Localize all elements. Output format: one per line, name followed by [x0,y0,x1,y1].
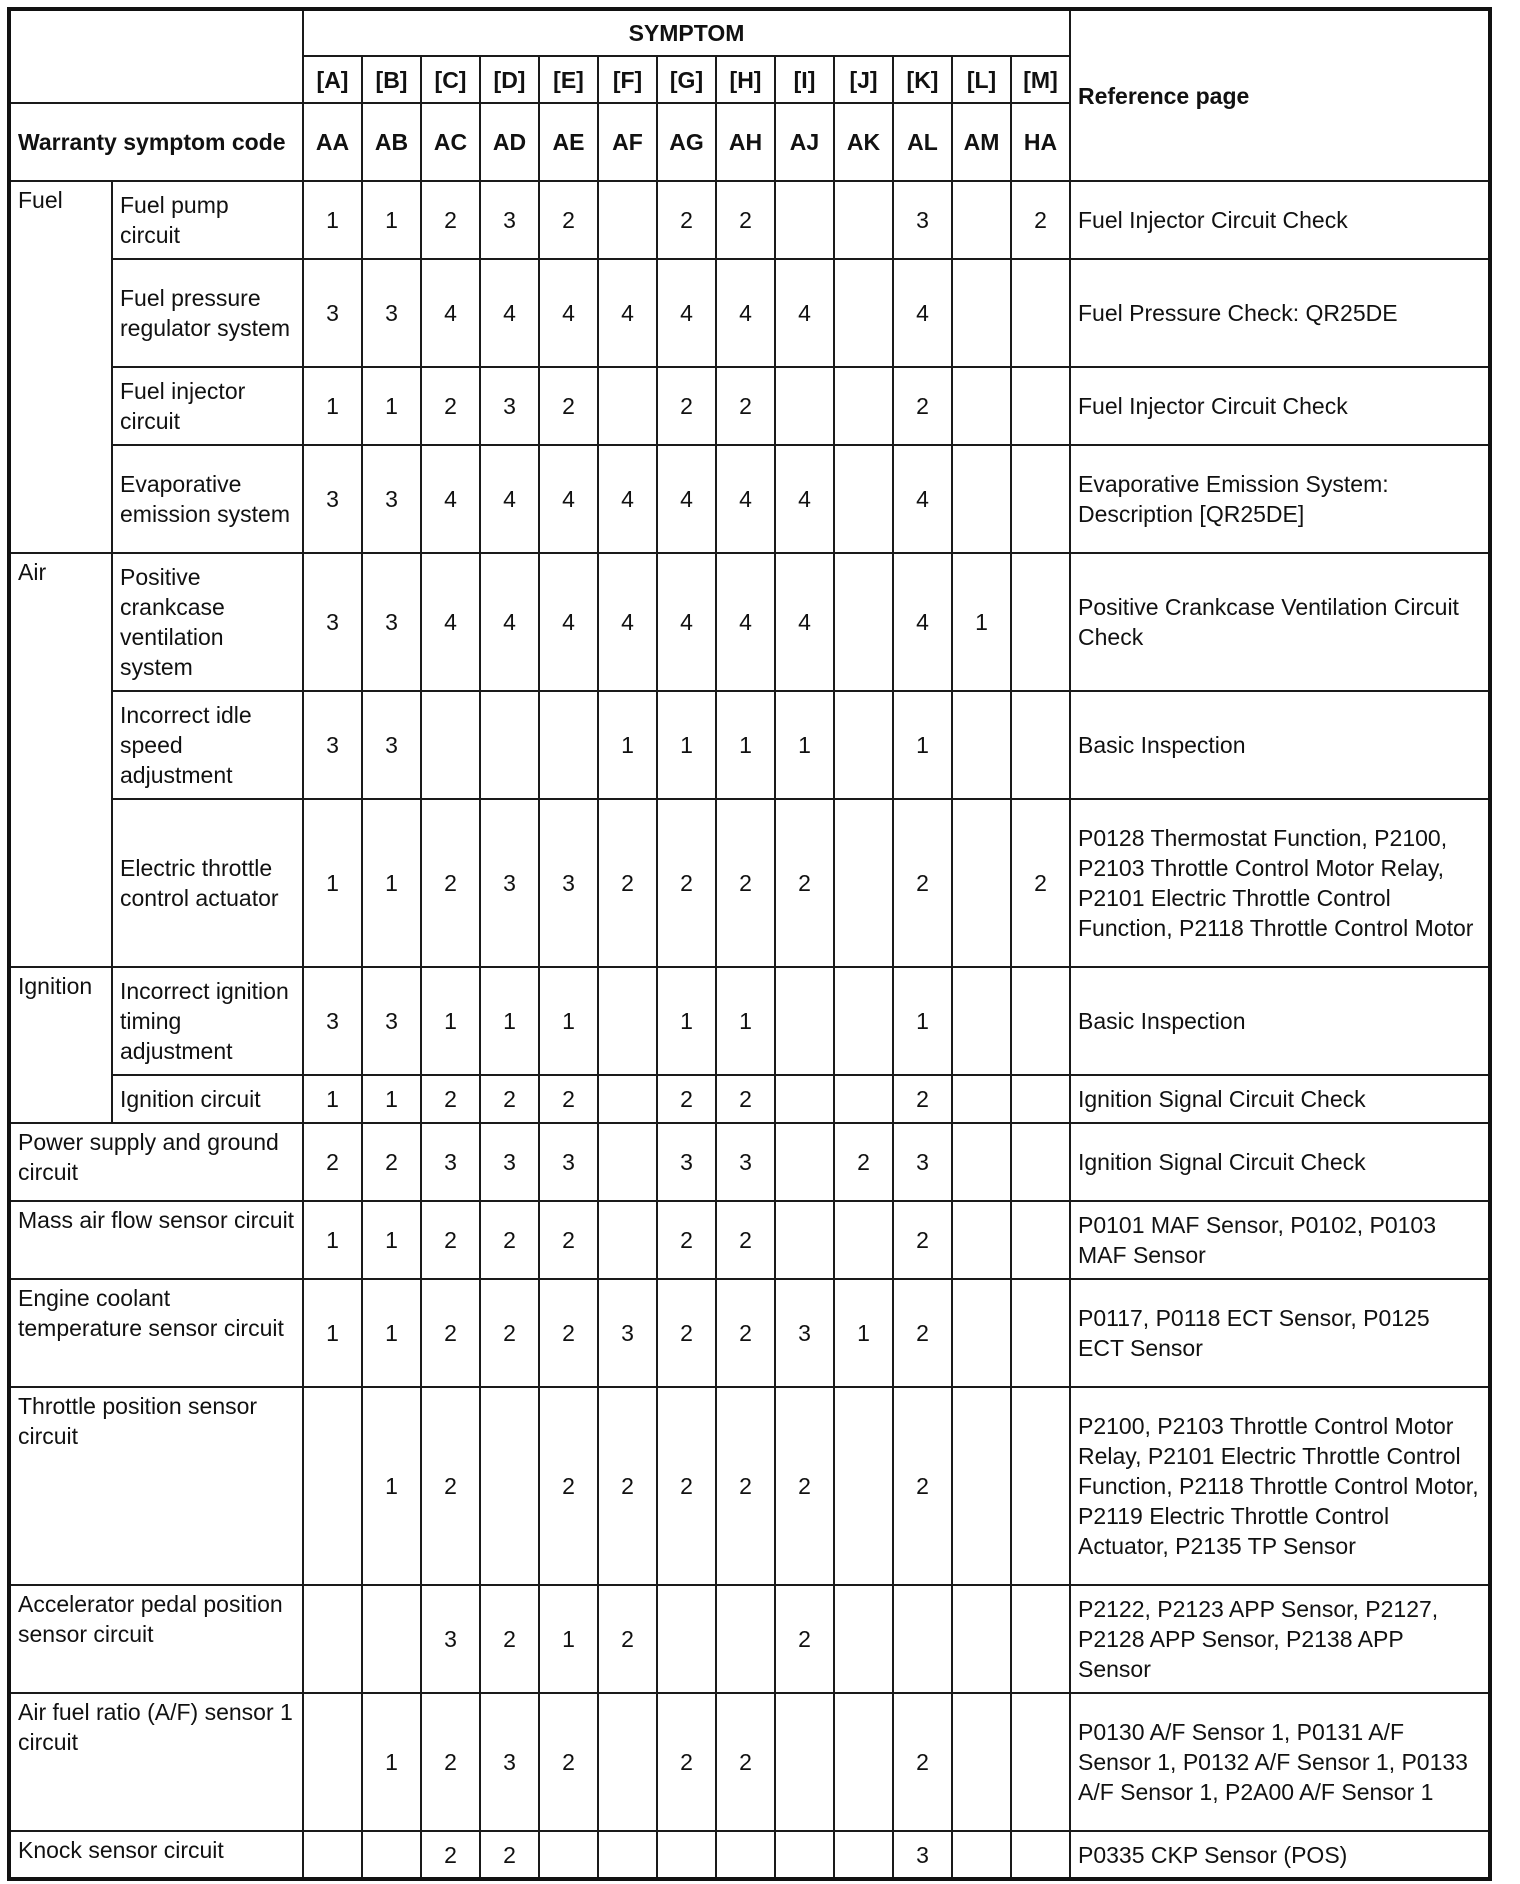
priority-cell [775,1123,834,1201]
priority-cell: 3 [480,1693,539,1831]
table-row [9,553,1490,691]
priority-cell: 4 [480,553,539,691]
symptom-letter: [D] [480,56,539,103]
reference-page-cell: Fuel Pressure Check: QR25DE [1070,259,1490,367]
priority-cell [952,1201,1011,1279]
priority-cell: 2 [421,1693,480,1831]
priority-cell: 3 [421,1123,480,1201]
priority-cell: 1 [362,1387,421,1585]
warranty-code: AD [480,103,539,181]
priority-cell: 3 [421,1585,480,1693]
priority-cell: 2 [539,181,598,259]
priority-cell [834,1387,893,1585]
priority-cell [952,259,1011,367]
priority-cell: 2 [421,367,480,445]
priority-cell: 3 [716,1123,775,1201]
priority-cell [952,1693,1011,1831]
priority-cell [775,1075,834,1123]
priority-cell: 1 [421,967,480,1075]
priority-cell: 2 [1011,799,1070,967]
priority-cell [834,553,893,691]
reference-page-cell: P2100, P2103 Throttle Control Motor Relay, P2101 Electric Throttle Control Function, P2118 Throttle Control Motor, P2119 Electric Throttle Control Actuator, P2135 TP Sensor [1070,1387,1490,1585]
priority-cell: 4 [893,259,952,367]
priority-cell [952,1123,1011,1201]
priority-cell: 3 [775,1279,834,1387]
priority-cell: 2 [657,1693,716,1831]
priority-cell [716,1831,775,1879]
priority-cell [952,1831,1011,1879]
priority-cell [775,1831,834,1879]
warranty-code: AA [303,103,362,181]
priority-cell [952,967,1011,1075]
table-row [9,799,1490,967]
symptom-letter: [H] [716,56,775,103]
priority-cell [952,1279,1011,1387]
priority-cell: 3 [303,259,362,367]
priority-cell: 2 [539,1075,598,1123]
warranty-code: AC [421,103,480,181]
priority-cell: 3 [362,259,421,367]
symptom-letter: [C] [421,56,480,103]
table-row [9,1585,1490,1693]
priority-cell: 2 [893,1693,952,1831]
priority-cell: 2 [598,799,657,967]
priority-cell: 1 [893,967,952,1075]
priority-cell: 2 [421,181,480,259]
priority-cell [775,1693,834,1831]
priority-cell: 2 [480,1831,539,1879]
priority-cell: 1 [893,691,952,799]
priority-cell: 4 [657,259,716,367]
priority-cell: 1 [303,1075,362,1123]
priority-cell: 2 [716,1693,775,1831]
priority-cell: 2 [303,1123,362,1201]
priority-cell: 2 [480,1201,539,1279]
reference-page-cell: P2122, P2123 APP Sensor, P2127, P2128 APP Sensor, P2138 APP Sensor [1070,1585,1490,1693]
priority-cell: 4 [480,445,539,553]
priority-cell: 2 [893,367,952,445]
item-label: Incorrect ignition timing adjustment [112,967,303,1075]
priority-cell [1011,1201,1070,1279]
priority-cell [1011,967,1070,1075]
priority-cell [834,1831,893,1879]
item-label: Fuel pump circuit [112,181,303,259]
priority-cell [952,799,1011,967]
reference-page-cell: P0130 A/F Sensor 1, P0131 A/F Sensor 1, P0132 A/F Sensor 1, P0133 A/F Sensor 1, P2A00 A/F Sensor 1 [1070,1693,1490,1831]
reference-page-cell: Evaporative Emission System: Description [QR25DE] [1070,445,1490,553]
priority-cell: 1 [657,967,716,1075]
priority-cell: 2 [421,1201,480,1279]
priority-cell [598,1075,657,1123]
priority-cell: 3 [657,1123,716,1201]
priority-cell: 2 [657,181,716,259]
symptom-letter: [J] [834,56,893,103]
reference-page-cell: P0117, P0118 ECT Sensor, P0125 ECT Sensor [1070,1279,1490,1387]
warranty-code: AE [539,103,598,181]
symptom-title: SYMPTOM [303,9,1070,56]
warranty-code: HA [1011,103,1070,181]
table-row [9,259,1490,367]
priority-cell: 2 [480,1585,539,1693]
symptom-letter: [E] [539,56,598,103]
priority-cell: 2 [657,1279,716,1387]
priority-cell [362,1831,421,1879]
priority-cell [952,1075,1011,1123]
priority-cell: 3 [480,181,539,259]
priority-cell [1011,1387,1070,1585]
item-label: Mass air flow sensor circuit [9,1201,303,1279]
priority-cell: 2 [539,367,598,445]
priority-cell: 3 [480,367,539,445]
priority-cell: 1 [362,1201,421,1279]
priority-cell [303,1693,362,1831]
priority-cell: 1 [539,967,598,1075]
priority-cell: 2 [421,1075,480,1123]
group-label: Fuel [9,181,112,553]
priority-cell: 1 [303,1201,362,1279]
table-row [9,967,1490,1075]
item-label: Power supply and ground circuit [9,1123,303,1201]
priority-cell [952,691,1011,799]
table-row [9,1201,1490,1279]
warranty-code: AH [716,103,775,181]
priority-cell: 2 [893,799,952,967]
priority-cell: 2 [775,799,834,967]
priority-cell: 1 [303,367,362,445]
priority-cell: 4 [539,445,598,553]
priority-cell: 2 [657,1201,716,1279]
priority-cell: 1 [362,799,421,967]
priority-cell: 2 [598,1585,657,1693]
priority-cell: 2 [893,1075,952,1123]
priority-cell [657,1831,716,1879]
priority-cell: 1 [834,1279,893,1387]
priority-cell: 2 [421,799,480,967]
priority-cell [657,1585,716,1693]
priority-cell: 3 [539,1123,598,1201]
reference-page-cell: Ignition Signal Circuit Check [1070,1123,1490,1201]
priority-cell [1011,691,1070,799]
priority-cell: 2 [539,1279,598,1387]
priority-cell [834,1201,893,1279]
priority-cell: 3 [303,553,362,691]
priority-cell [1011,1693,1070,1831]
item-label: Accelerator pedal position sensor circuit [9,1585,303,1693]
priority-cell [952,367,1011,445]
priority-cell [480,1387,539,1585]
priority-cell: 2 [893,1201,952,1279]
table-row [9,1075,1490,1123]
priority-cell: 4 [421,445,480,553]
item-label: Fuel injector circuit [112,367,303,445]
item-label: Evaporative emission system [112,445,303,553]
priority-cell [598,1123,657,1201]
priority-cell: 3 [303,691,362,799]
symptom-letter: [I] [775,56,834,103]
item-label: Electric throttle control actuator [112,799,303,967]
priority-cell: 1 [775,691,834,799]
priority-cell [303,1387,362,1585]
reference-page-cell: Ignition Signal Circuit Check [1070,1075,1490,1123]
priority-cell: 4 [657,445,716,553]
priority-cell: 4 [893,445,952,553]
table-body [9,181,1490,1879]
priority-cell [952,1585,1011,1693]
priority-cell: 1 [539,1585,598,1693]
priority-cell [598,1201,657,1279]
table-header [9,9,1490,181]
symptom-letter: [B] [362,56,421,103]
priority-cell: 2 [657,1387,716,1585]
priority-cell: 2 [657,367,716,445]
priority-cell [716,1585,775,1693]
reference-page-cell: P0101 MAF Sensor, P0102, P0103 MAF Sensor [1070,1201,1490,1279]
priority-cell [834,799,893,967]
priority-cell: 4 [893,553,952,691]
priority-cell [598,367,657,445]
priority-cell [1011,1075,1070,1123]
priority-cell [480,691,539,799]
priority-cell: 3 [362,445,421,553]
priority-cell: 3 [893,1831,952,1879]
priority-cell: 2 [657,799,716,967]
priority-cell [1011,1123,1070,1201]
priority-cell: 2 [716,1279,775,1387]
priority-cell: 3 [480,1123,539,1201]
priority-cell: 1 [598,691,657,799]
priority-cell [952,1387,1011,1585]
diagnosis-table-sheet [7,7,1492,1881]
priority-cell: 3 [303,445,362,553]
priority-cell: 2 [716,799,775,967]
priority-cell: 4 [657,553,716,691]
priority-cell [598,1693,657,1831]
priority-cell [1011,367,1070,445]
priority-cell: 2 [716,1201,775,1279]
priority-cell: 2 [716,181,775,259]
symptom-letter: [F] [598,56,657,103]
table-row [9,367,1490,445]
priority-cell [834,1585,893,1693]
priority-cell: 3 [362,553,421,691]
priority-cell: 1 [362,367,421,445]
priority-cell [598,181,657,259]
reference-page-cell: Fuel Injector Circuit Check [1070,367,1490,445]
priority-cell: 4 [598,259,657,367]
priority-cell [1011,445,1070,553]
priority-cell: 3 [362,691,421,799]
item-label: Knock sensor circuit [9,1831,303,1879]
priority-cell: 2 [539,1201,598,1279]
priority-cell: 2 [480,1075,539,1123]
priority-cell: 4 [716,259,775,367]
reference-page-cell: Fuel Injector Circuit Check [1070,181,1490,259]
priority-cell: 2 [539,1693,598,1831]
priority-cell: 4 [775,445,834,553]
item-label: Incorrect idle speed adjustment [112,691,303,799]
priority-cell: 1 [362,1075,421,1123]
priority-cell: 4 [775,553,834,691]
priority-cell: 1 [362,181,421,259]
priority-cell: 3 [539,799,598,967]
priority-cell: 3 [303,967,362,1075]
table-row [9,1387,1490,1585]
priority-cell [362,1585,421,1693]
warranty-code: AB [362,103,421,181]
priority-cell [893,1585,952,1693]
symptom-letter: [L] [952,56,1011,103]
priority-cell: 4 [716,553,775,691]
priority-cell [1011,259,1070,367]
item-label: Ignition circuit [112,1075,303,1123]
reference-page-cell: Basic Inspection [1070,967,1490,1075]
priority-cell [834,1693,893,1831]
priority-cell: 3 [362,967,421,1075]
priority-cell: 3 [598,1279,657,1387]
priority-cell [303,1831,362,1879]
priority-cell [834,181,893,259]
priority-cell: 4 [421,553,480,691]
table-row [9,691,1490,799]
priority-cell [775,367,834,445]
priority-cell: 2 [539,1387,598,1585]
symptom-matrix-table [7,7,1492,1881]
priority-cell [1011,1585,1070,1693]
priority-cell: 1 [303,799,362,967]
priority-cell: 1 [716,691,775,799]
priority-cell: 1 [362,1279,421,1387]
priority-cell: 4 [421,259,480,367]
priority-cell [1011,1279,1070,1387]
priority-cell: 2 [421,1279,480,1387]
priority-cell [834,367,893,445]
priority-cell: 4 [775,259,834,367]
priority-cell [775,1201,834,1279]
priority-cell [598,967,657,1075]
item-label: Positive crankcase ventilation system [112,553,303,691]
reference-page-cell: P0128 Thermostat Function, P2100, P2103 Throttle Control Motor Relay, P2101 Electric Throttle Control Function, P2118 Throttle Control Motor [1070,799,1490,967]
item-label: Air fuel ratio (A/F) sensor 1 circuit [9,1693,303,1831]
table-row [9,181,1490,259]
priority-cell: 3 [480,799,539,967]
warranty-code: AL [893,103,952,181]
priority-cell: 2 [362,1123,421,1201]
table-row [9,1831,1490,1879]
header-corner-cell [9,9,303,103]
priority-cell [834,1075,893,1123]
priority-cell [539,691,598,799]
priority-cell [834,259,893,367]
priority-cell: 2 [421,1387,480,1585]
priority-cell: 4 [539,259,598,367]
priority-cell: 2 [716,1387,775,1585]
table-row [9,445,1490,553]
priority-cell: 2 [893,1279,952,1387]
table-row [9,1279,1490,1387]
priority-cell [1011,553,1070,691]
table-row [9,1693,1490,1831]
priority-cell: 2 [1011,181,1070,259]
reference-page-cell: Basic Inspection [1070,691,1490,799]
priority-cell [952,181,1011,259]
warranty-code: AK [834,103,893,181]
symptom-letter: [M] [1011,56,1070,103]
priority-cell: 2 [421,1831,480,1879]
priority-cell [834,967,893,1075]
priority-cell [539,1831,598,1879]
priority-cell: 2 [775,1585,834,1693]
priority-cell: 2 [834,1123,893,1201]
priority-cell: 2 [775,1387,834,1585]
priority-cell [775,967,834,1075]
priority-cell [952,445,1011,553]
priority-cell [421,691,480,799]
table-row [9,1123,1490,1201]
priority-cell: 1 [657,691,716,799]
priority-cell: 2 [716,367,775,445]
priority-cell: 1 [303,181,362,259]
item-label: Throttle position sensor circuit [9,1387,303,1585]
warranty-code: AJ [775,103,834,181]
priority-cell: 1 [303,1279,362,1387]
item-label: Engine coolant temperature sensor circuit [9,1279,303,1387]
warranty-code: AM [952,103,1011,181]
priority-cell: 4 [598,445,657,553]
priority-cell: 2 [657,1075,716,1123]
priority-cell [303,1585,362,1693]
reference-page-title: Reference page [1070,9,1490,181]
priority-cell: 2 [716,1075,775,1123]
priority-cell: 1 [716,967,775,1075]
priority-cell: 2 [893,1387,952,1585]
priority-cell [834,445,893,553]
reference-page-cell: P0335 CKP Sensor (POS) [1070,1831,1490,1879]
priority-cell [598,1831,657,1879]
symptom-letter: [A] [303,56,362,103]
warranty-symptom-code-label: Warranty symptom code [9,103,303,181]
symptom-letter: [K] [893,56,952,103]
item-label: Fuel pressure regulator system [112,259,303,367]
priority-cell: 4 [480,259,539,367]
group-label: Air [9,553,112,967]
priority-cell: 3 [893,181,952,259]
warranty-code: AG [657,103,716,181]
reference-page-cell: Positive Crankcase Ventilation Circuit Check [1070,553,1490,691]
warranty-code: AF [598,103,657,181]
priority-cell: 1 [952,553,1011,691]
priority-cell: 1 [362,1693,421,1831]
priority-cell: 3 [893,1123,952,1201]
symptom-letter: [G] [657,56,716,103]
priority-cell [775,181,834,259]
priority-cell [1011,1831,1070,1879]
priority-cell: 2 [598,1387,657,1585]
priority-cell: 4 [539,553,598,691]
group-label: Ignition [9,967,112,1123]
priority-cell [834,691,893,799]
priority-cell: 2 [480,1279,539,1387]
priority-cell: 4 [716,445,775,553]
priority-cell: 4 [598,553,657,691]
priority-cell: 1 [480,967,539,1075]
